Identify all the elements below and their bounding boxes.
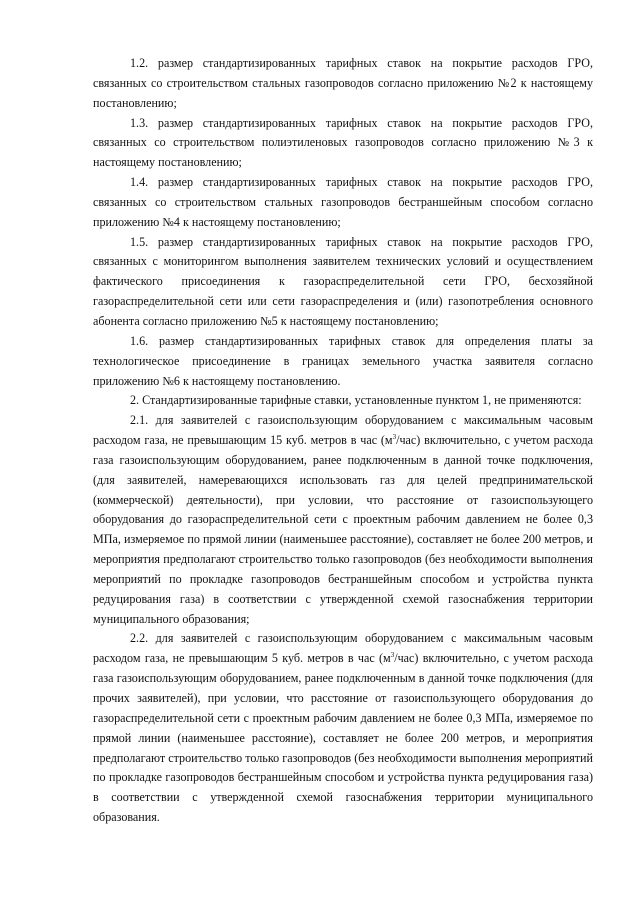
- paragraph-1-3: 1.3. размер стандартизированных тарифных ставок на покрытие расходов ГРО, связанных со строительством полиэтиленовых газопроводов согласно приложению №3 к настоящему постановлению;: [93, 115, 593, 170]
- paragraph-1-4: 1.4. размер стандартизированных тарифных ставок на покрытие расходов ГРО, связанных со строительством стальных газопроводов бестраншейным способом согласно приложению №4 к настоящему постановлению;: [93, 175, 593, 229]
- paragraph-2-1-text-start: 2.1. для заявителей с газоиспользующим оборудованием с максимальным часовым расходом газа, не превышающим 15 куб. метров в час (м: [93, 413, 593, 448]
- paragraph-1-2: 1.2. размер стандартизированных тарифных ставок на покрытие расходов ГРО, связанных со строительством стальных газопроводов согласно приложению №2 к настоящему постановлению;: [93, 56, 593, 110]
- paragraph-2-2-text-start: 2.2. для заявителей с газоиспользующим оборудованием с максимальным часовым расходом газа, не превышающим 5 куб. метров в час (м: [93, 631, 593, 666]
- document-body: [93, 54, 593, 828]
- cubic-superscript: 3: [390, 651, 395, 660]
- paragraph-1-5: 1.5. размер стандартизированных тарифных ставок на покрытие расходов ГРО, связанных с мониторингом выполнения заявителем технических условий и осуществлением фактического присоединения к газораспределительной сети ГРО, бесхозяйной газораспределительной сети или сети газораспределения и (или) газопотребления основного абонента согласно приложению №5 к настоящему постановлению;: [93, 234, 593, 328]
- paragraph-2-1: [93, 411, 593, 629]
- cubic-superscript: 3: [392, 433, 397, 441]
- paragraph-2-2-text-end: /час) включительно, с учетом расхода газа газоиспользующим оборудованием, ранее подключенным в данной точке подключения (для прочих заявителей), при условии, что расстояние от газоиспользующего оборудования до газораспределительной сети с проектным рабочим давлением не более 0,3 МПа, измеряемое по прямой линии (наименьшее расстояние), составляет не более 200 метров, и мероприятия предполагают строительство только газопроводов (без необходимости выполнения мероприятий по прокладке газопроводов бестраншейным способом и устройства пункта редуцирования газа) в соответствии с утвержденной схемой газоснабжения территории муниципального образования.: [93, 651, 594, 825]
- paragraph-2-2: [93, 629, 593, 827]
- paragraph-1-6: 1.6. размер стандартизированных тарифных ставок для определения платы за технологическое присоединение в границах земельного участка заявителя согласно приложению №6 к настоящему постановлению.: [93, 333, 593, 388]
- paragraph-2-1-text-end: /час) включительно, с учетом расхода газа газоиспользующим оборудованием, ранее подключенным в данной точке подключения, (для заявителей, намеревающихся использовать газ для целей предпринимательской (коммерческой) деятельности), при условии, что расстояние от газоиспользующего оборудования до газораспределительной сети с проектным рабочим давлением не более 0,3 МПа, измеряемое по прямой линии (наименьшее расстояние), составляет не более 200 метров, и мероприятия предполагают строительство только газопроводов (без необходимости выполнения мероприятий по прокладке газопроводов бестраншейным способом и устройства пункта редуцирования газа) в соответствии с утвержденной схемой газоснабжения территории муниципального образования;: [93, 433, 594, 626]
- paragraph-2: 2. Стандартизированные тарифные ставки, установленные пунктом 1, не применяются:: [130, 393, 582, 408]
